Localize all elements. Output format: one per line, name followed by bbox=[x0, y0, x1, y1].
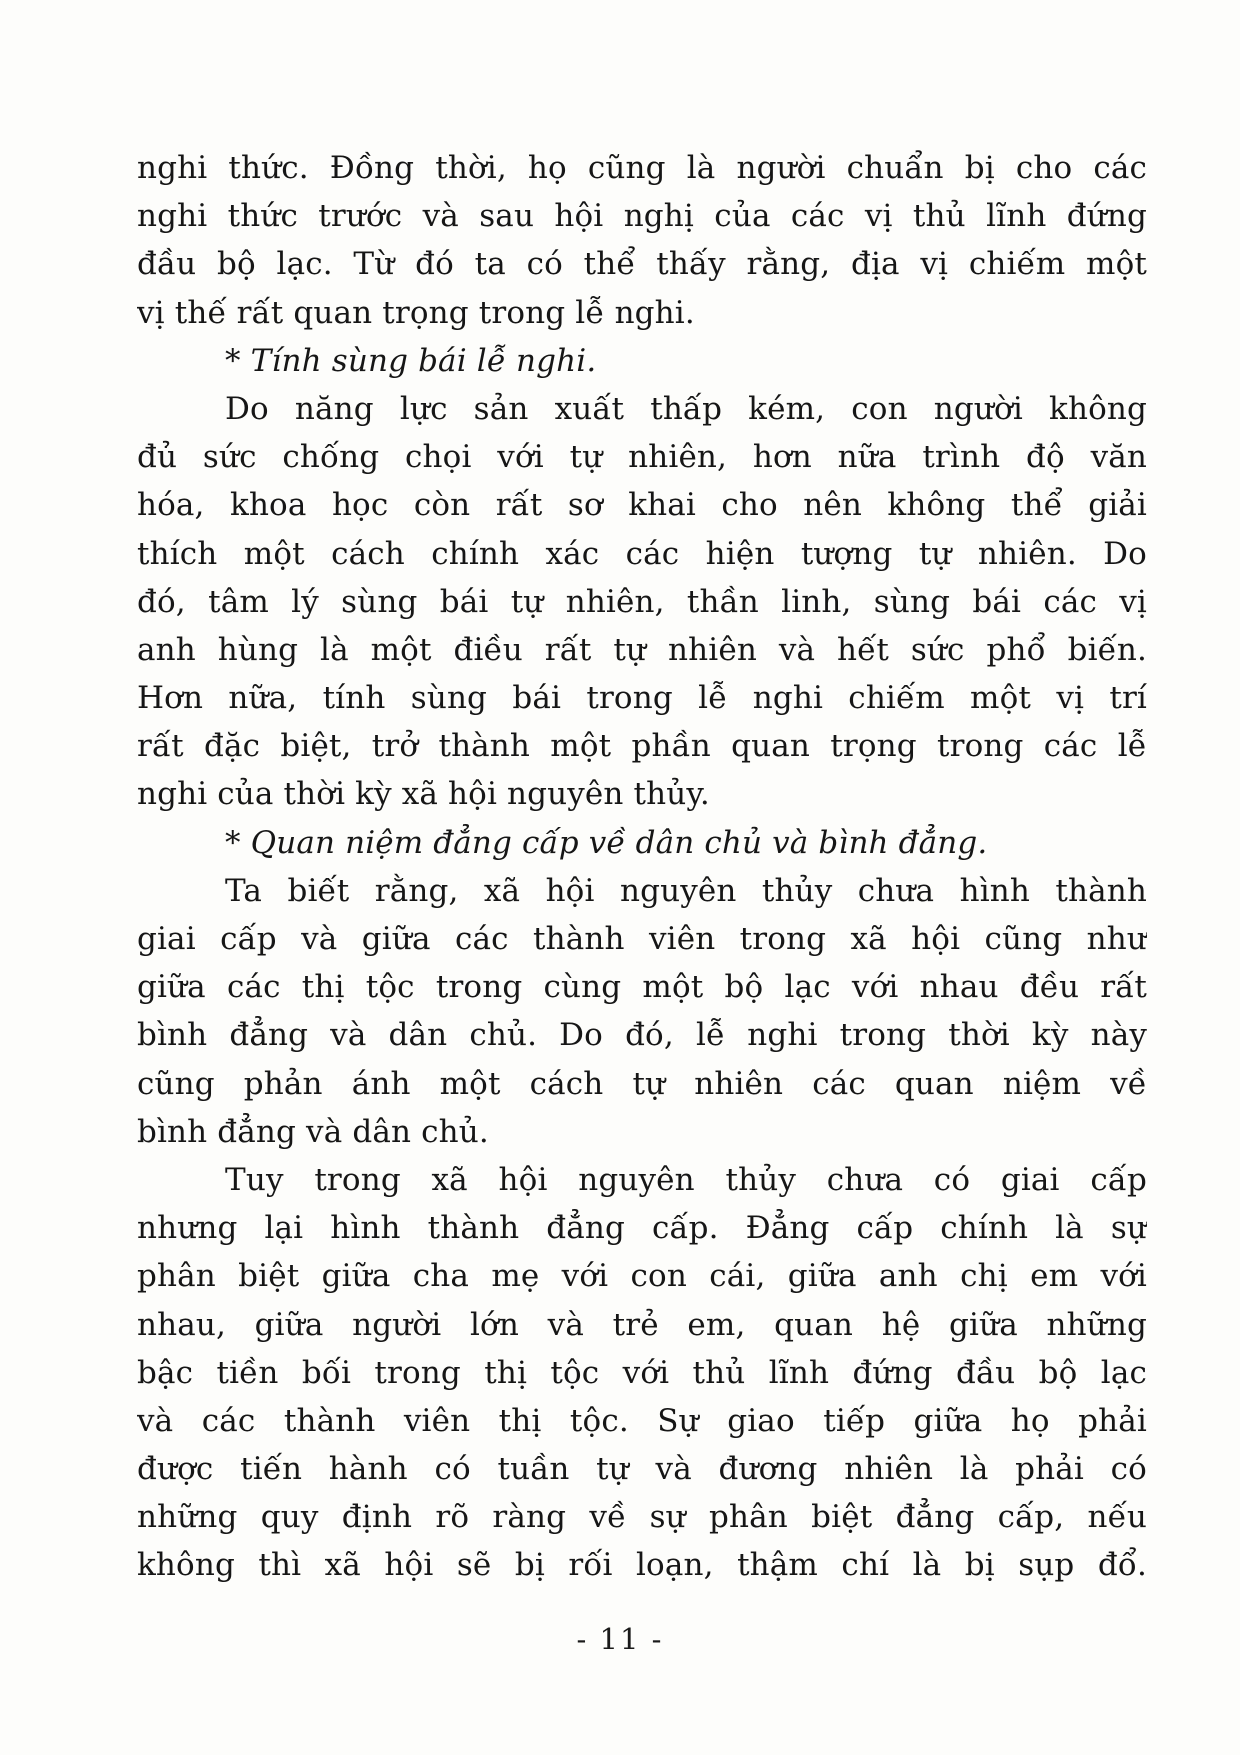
text-line: nghi thức trước và sau hội nghị của các vị thủ lĩnh đứng bbox=[137, 198, 1147, 235]
text-line: nghi của thời kỳ xã hội nguyên thủy. bbox=[137, 776, 710, 813]
body-text bbox=[137, 144, 1147, 1590]
text-line: đủ sức chống chọi với tự nhiên, hơn nữa trình độ văn bbox=[137, 439, 1147, 476]
text-line: Ta biết rằng, xã hội nguyên thủy chưa hình thành bbox=[225, 872, 1147, 909]
section-heading: * Tính sùng bái lễ nghi. bbox=[225, 342, 597, 379]
text-line: đó, tâm lý sùng bái tự nhiên, thần linh, sùng bái các vị bbox=[137, 583, 1147, 620]
text-line: giữa các thị tộc trong cùng một bộ lạc với nhau đều rất bbox=[137, 969, 1147, 1006]
text-line: đầu bộ lạc. Từ đó ta có thể thấy rằng, địa vị chiếm một bbox=[137, 246, 1147, 283]
text-line: nghi thức. Đồng thời, họ cũng là người chuẩn bị cho các bbox=[137, 150, 1147, 186]
text-line: nhưng lại hình thành đẳng cấp. Đẳng cấp chính là sự bbox=[137, 1210, 1147, 1247]
text-line: rất đặc biệt, trở thành một phần quan trọng trong các lễ bbox=[137, 728, 1147, 765]
text-line: Do năng lực sản xuất thấp kém, con người không bbox=[225, 390, 1147, 427]
text-line: vị thế rất quan trọng trong lễ nghi. bbox=[137, 294, 695, 331]
text-line: Hơn nữa, tính sùng bái trong lễ nghi chiếm một vị trí bbox=[137, 680, 1147, 717]
text-line: không thì xã hội sẽ bị rối loạn, thậm chí là bị sụp đổ. bbox=[137, 1547, 1147, 1584]
text-line: cũng phản ánh một cách tự nhiên các quan niệm về bbox=[137, 1065, 1147, 1102]
text-line: hóa, khoa học còn rất sơ khai cho nên không thể giải bbox=[137, 487, 1147, 524]
text-line: Tuy trong xã hội nguyên thủy chưa có giai cấp bbox=[225, 1161, 1147, 1198]
text-line: bình đẳng và dân chủ. Do đó, lễ nghi trong thời kỳ này bbox=[137, 1017, 1147, 1054]
text-line: và các thành viên thị tộc. Sự giao tiếp giữa họ phải bbox=[137, 1402, 1147, 1439]
text-line: được tiến hành có tuần tự và đương nhiên là phải có bbox=[137, 1451, 1147, 1488]
text-line: bậc tiền bối trong thị tộc với thủ lĩnh đứng đầu bộ lạc bbox=[137, 1354, 1147, 1391]
text-line: những quy định rõ ràng về sự phân biệt đẳng cấp, nếu bbox=[137, 1499, 1147, 1536]
text-line: giai cấp và giữa các thành viên trong xã hội cũng như bbox=[137, 921, 1147, 957]
text-line: thích một cách chính xác các hiện tượng tự nhiên. Do bbox=[137, 535, 1147, 572]
text-line: nhau, giữa người lớn và trẻ em, quan hệ giữa những bbox=[137, 1306, 1147, 1343]
section-heading: * Quan niệm đẳng cấp về dân chủ và bình đẳng. bbox=[225, 824, 988, 861]
text-line: phân biệt giữa cha mẹ với con cái, giữa anh chị em với bbox=[137, 1258, 1147, 1295]
page-number: - 11 - bbox=[576, 1622, 664, 1656]
text-line: bình đẳng và dân chủ. bbox=[137, 1113, 489, 1150]
text-line: anh hùng là một điều rất tự nhiên và hết sức phổ biến. bbox=[137, 631, 1147, 668]
